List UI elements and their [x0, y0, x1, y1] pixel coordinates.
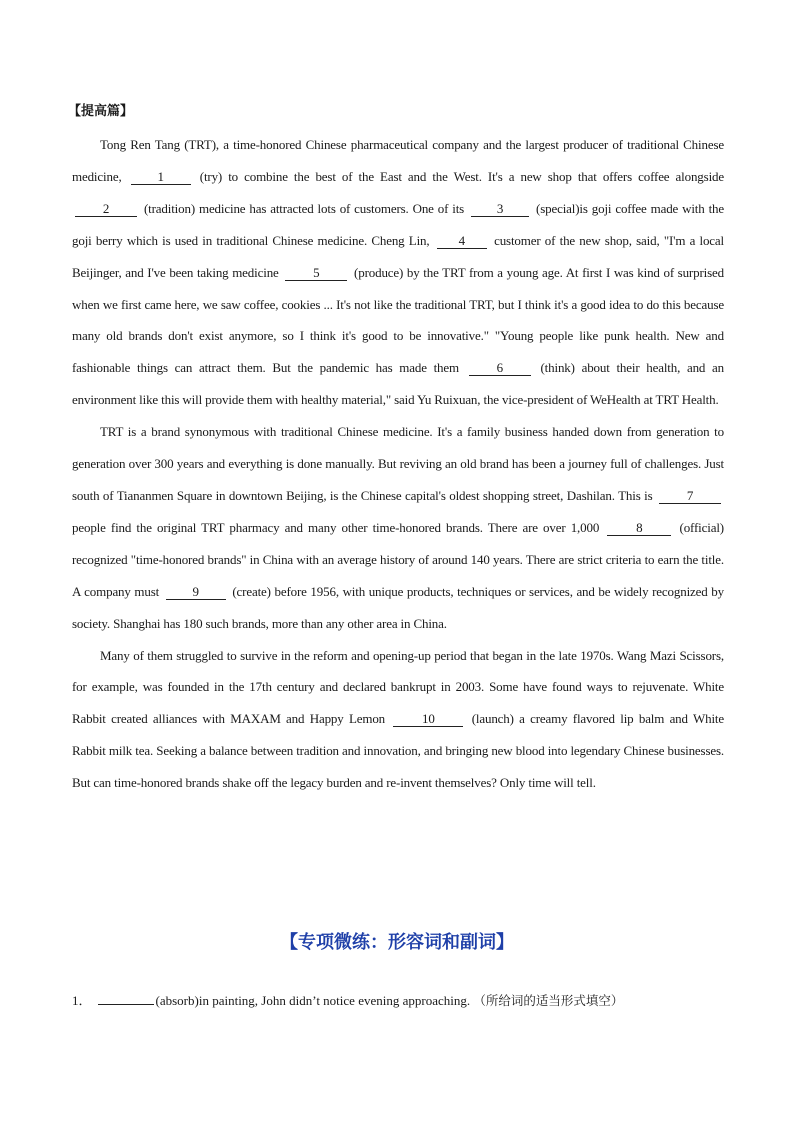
text-run: (try) to combine the best of the East and the West. It's a new shop that offers coffee alongside	[199, 168, 724, 184]
text-run: TRT is a brand synonymous with traditional Chinese medicine. It's a family business handed down from generation to generation over 300 years and everything is done manually. But reviving an old brand has been a journey full of challenges. Just south of Tiananmen Square in downtown Beijing, is the Chinese capital's oldest shopping street, Dashilan. This is	[72, 424, 724, 503]
text-run: customer of the new shop, said, "I'm a local Beijinger, and I've been taking medicine	[72, 232, 724, 280]
blank-7[interactable]: 7	[659, 489, 721, 504]
blank-4[interactable]: 4	[437, 234, 487, 249]
blank-1[interactable]: 1	[131, 170, 191, 185]
answer-blank[interactable]	[98, 993, 154, 1005]
exercise-instruction: （所给词的适当形式填空）	[473, 993, 624, 1008]
passage-section	[68, 100, 725, 799]
exercise-text: (absorb)in painting, John didn’t notice evening approaching.	[155, 993, 471, 1008]
blank-6[interactable]: 6	[469, 361, 531, 376]
paragraph-1	[72, 129, 724, 416]
blank-3[interactable]: 3	[471, 202, 529, 217]
blank-8[interactable]: 8	[607, 521, 671, 536]
text-run: (official) recognized "time-honored brands" in China with an average history of around 140 years. There are strict criteria to earn the title. A company must	[72, 519, 724, 599]
blank-9[interactable]: 9	[166, 585, 226, 600]
exercise-number: 1．	[72, 993, 92, 1008]
text-run: (launch) a creamy flavored lip balm and White Rabbit milk tea. Seeking a balance between tradition and innovation, and bringing new blood into legendary Chinese businesses. But can time-honored brands shake off the legacy burden and re-invent themselves? Only time will tell.	[72, 711, 724, 791]
text-run: (create) before 1956, with unique products, techniques or services, and be widely recognized by society. Shanghai has 180 such brands, more than any other area in China.	[72, 583, 724, 631]
blank-10[interactable]: 10	[393, 712, 463, 727]
blank-2[interactable]: 2	[75, 202, 137, 217]
text-run: Tong Ren Tang (TRT), a time-honored Chinese pharmaceutical company and the largest producer of traditional Chinese medicine,	[72, 137, 724, 184]
text-run: (special)is goji coffee made with the goji berry which is used in traditional Chinese medicine. Cheng Lin,	[72, 200, 725, 248]
text-run: Many of them struggled to survive in the reform and opening-up period that began in the late 1970s. Wang Mazi Scissors, for example, was founded in the 17th century and declared bankrupt in 2003. Some have found ways to rejuvenate. White Rabbit created alliances with MAXAM and Happy Lemon	[72, 647, 724, 727]
text-run: people find the original TRT pharmacy and many other time-honored brands. There are over 1,000	[72, 519, 600, 535]
text-run: (think) about their health, and an environment like this will provide them with healthy material," said Yu Ruixuan, the vice-president of WeHealth at TRT Health.	[72, 360, 724, 408]
text-run: (produce) by the TRT from a young age. At first I was kind of surprised when we first came here, we saw coffee, cookies ... It's not like the traditional TRT, but I think it's a good idea to do this because many old brands don't exist anymore, so I think it's good to be innovative." "Young people like punk health. New and fashionable things can attract them. But the pandemic has made them	[72, 264, 724, 376]
section-heading: 【提高篇】	[68, 104, 134, 119]
paragraph-2	[72, 416, 724, 639]
blank-5[interactable]: 5	[285, 266, 347, 281]
paragraph-3	[72, 640, 724, 800]
practice-section-title: 【专项微练：形容词和副词】	[280, 932, 514, 953]
exercise-item-1	[72, 990, 732, 1009]
text-run: (tradition) medicine has attracted lots of customers. One of its	[143, 200, 465, 216]
